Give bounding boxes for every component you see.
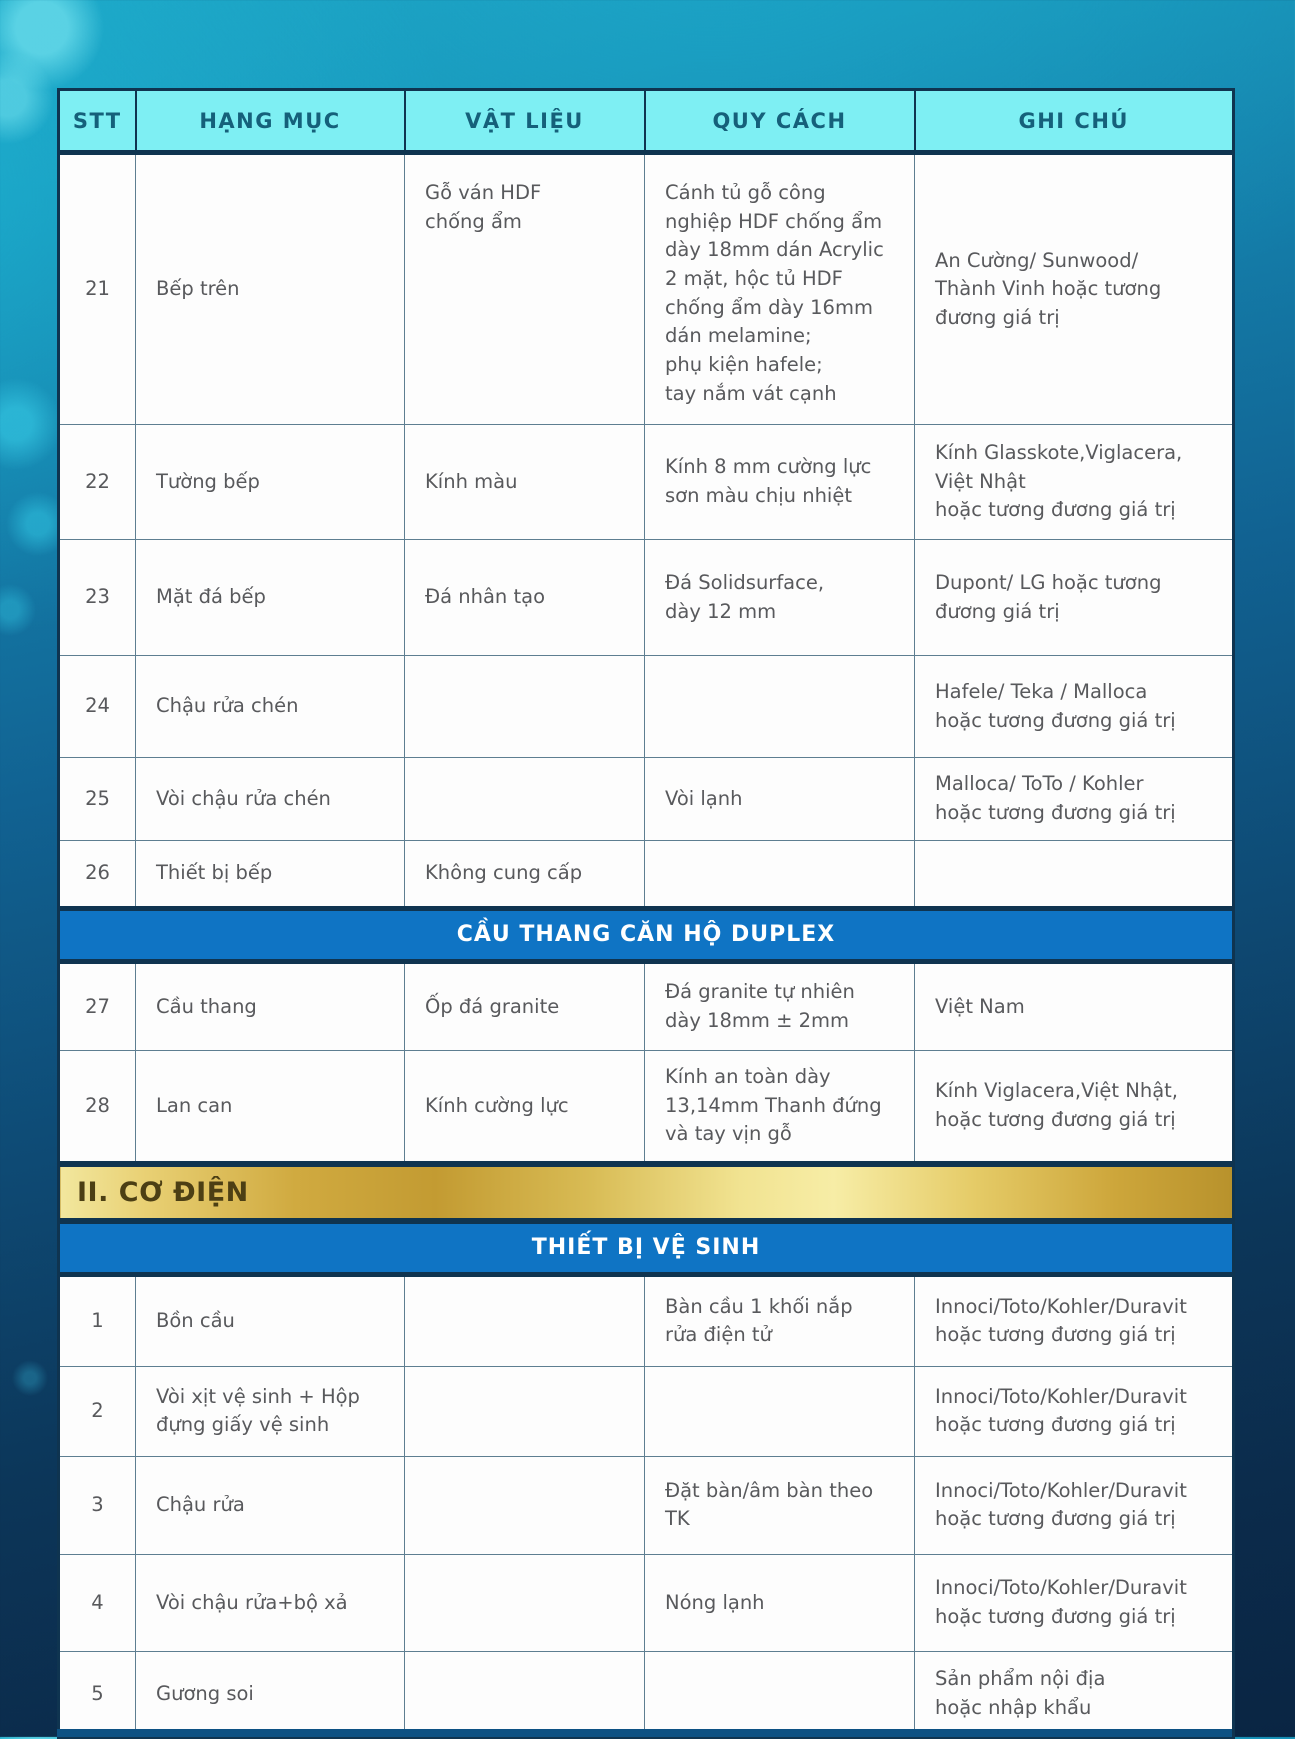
blue-banner-row bbox=[59, 909, 1234, 962]
cell-stt: 4 bbox=[59, 1554, 136, 1651]
table-body bbox=[59, 153, 1234, 1738]
column-header-quy-cach: QUY CÁCH bbox=[645, 90, 915, 153]
cell-stt: 26 bbox=[59, 841, 136, 909]
table-row bbox=[59, 1554, 1234, 1651]
cell-vat-lieu bbox=[405, 1366, 645, 1456]
cell-vat-lieu: Gỗ ván HDF chống ẩm bbox=[405, 153, 645, 425]
cell-hang-muc: Cầu thang bbox=[136, 962, 405, 1051]
cell-quy-cach: Đá Solidsurface, dày 12 mm bbox=[645, 540, 915, 656]
cell-vat-lieu bbox=[405, 1554, 645, 1651]
cell-vat-lieu bbox=[405, 1456, 645, 1554]
cell-ghi-chu: Kính Glasskote,Viglacera, Việt Nhật hoặc tương đương giá trị bbox=[915, 425, 1234, 540]
table-header bbox=[59, 90, 1234, 153]
cell-quy-cach: Kính 8 mm cường lực sơn màu chịu nhiệt bbox=[645, 425, 915, 540]
cell-stt: 22 bbox=[59, 425, 136, 540]
table-row bbox=[59, 962, 1234, 1051]
cell-hang-muc: Vòi chậu rửa chén bbox=[136, 758, 405, 841]
cell-vat-lieu: Kính màu bbox=[405, 425, 645, 540]
cell-ghi-chu: Hafele/ Teka / Malloca hoặc tương đương giá trị bbox=[915, 656, 1234, 758]
cell-ghi-chu: Innoci/Toto/Kohler/Duravit hoặc tương đương giá trị bbox=[915, 1554, 1234, 1651]
cell-hang-muc: Gương soi bbox=[136, 1651, 405, 1737]
cell-vat-lieu bbox=[405, 1651, 645, 1737]
cell-hang-muc: Bồn cầu bbox=[136, 1274, 405, 1366]
cell-hang-muc: Thiết bị bếp bbox=[136, 841, 405, 909]
cell-hang-muc: Chậu rửa bbox=[136, 1456, 405, 1554]
column-header-hang-muc: HẠNG MỤC bbox=[136, 90, 405, 153]
table-row bbox=[59, 425, 1234, 540]
cell-stt: 21 bbox=[59, 153, 136, 425]
cell-ghi-chu bbox=[915, 841, 1234, 909]
section-heading-gold: II. CƠ ĐIỆN bbox=[59, 1164, 1234, 1221]
table-row bbox=[59, 1456, 1234, 1554]
cell-ghi-chu: Sản phẩm nội địa hoặc nhập khẩu bbox=[915, 1651, 1234, 1737]
cell-ghi-chu: Innoci/Toto/Kohler/Duravit hoặc tương đương giá trị bbox=[915, 1456, 1234, 1554]
cell-ghi-chu: Innoci/Toto/Kohler/Duravit hoặc tương đương giá trị bbox=[915, 1366, 1234, 1456]
cell-stt: 24 bbox=[59, 656, 136, 758]
cell-hang-muc: Vòi xịt vệ sinh + Hộp đựng giấy vệ sinh bbox=[136, 1366, 405, 1456]
cell-quy-cach: Bàn cầu 1 khối nắp rửa điện tử bbox=[645, 1274, 915, 1366]
cell-quy-cach bbox=[645, 1366, 915, 1456]
cell-vat-lieu bbox=[405, 656, 645, 758]
cell-ghi-chu: Dupont/ LG hoặc tương đương giá trị bbox=[915, 540, 1234, 656]
cell-vat-lieu bbox=[405, 1274, 645, 1366]
subsection-banner: THIẾT BỊ VỆ SINH bbox=[59, 1221, 1234, 1275]
cell-stt: 2 bbox=[59, 1366, 136, 1456]
column-header-vat-lieu: VẬT LIỆU bbox=[405, 90, 645, 153]
cell-quy-cach: Cánh tủ gỗ công nghiệp HDF chống ẩm dày 18mm dán Acrylic 2 mặt, hộc tủ HDF chống ẩm dày 16mm dán melamine; phụ kiện hafele; tay nắm vát cạnh bbox=[645, 153, 915, 425]
cell-ghi-chu: An Cường/ Sunwood/ Thành Vinh hoặc tương đương giá trị bbox=[915, 153, 1234, 425]
table-row bbox=[59, 153, 1234, 425]
cell-stt: 3 bbox=[59, 1456, 136, 1554]
spec-table bbox=[57, 88, 1232, 1739]
table-row bbox=[59, 1274, 1234, 1366]
cell-quy-cach: Kính an toàn dày 13,14mm Thanh đứng và tay vịn gỗ bbox=[645, 1051, 915, 1164]
cell-hang-muc: Mặt đá bếp bbox=[136, 540, 405, 656]
cell-quy-cach: Đặt bàn/âm bàn theo TK bbox=[645, 1456, 915, 1554]
table-row bbox=[59, 656, 1234, 758]
cell-stt: 27 bbox=[59, 962, 136, 1051]
cell-ghi-chu: Malloca/ ToTo / Kohler hoặc tương đương giá trị bbox=[915, 758, 1234, 841]
cell-stt: 28 bbox=[59, 1051, 136, 1164]
cell-ghi-chu: Kính Viglacera,Việt Nhật, hoặc tương đương giá trị bbox=[915, 1051, 1234, 1164]
column-header-stt: STT bbox=[59, 90, 136, 153]
cell-quy-cach: Vòi lạnh bbox=[645, 758, 915, 841]
cell-quy-cach: Nóng lạnh bbox=[645, 1554, 915, 1651]
header-row bbox=[59, 90, 1234, 153]
cell-ghi-chu: Innoci/Toto/Kohler/Duravit hoặc tương đương giá trị bbox=[915, 1274, 1234, 1366]
cell-stt: 5 bbox=[59, 1651, 136, 1737]
cell-hang-muc: Lan can bbox=[136, 1051, 405, 1164]
subsection-banner: CẦU THANG CĂN HỘ DUPLEX bbox=[59, 909, 1234, 962]
cell-vat-lieu: Không cung cấp bbox=[405, 841, 645, 909]
cell-stt: 25 bbox=[59, 758, 136, 841]
next-section-strip bbox=[57, 1729, 1232, 1737]
cell-ghi-chu: Việt Nam bbox=[915, 962, 1234, 1051]
gold-banner-row bbox=[59, 1164, 1234, 1221]
table-row bbox=[59, 841, 1234, 909]
cell-quy-cach: Đá granite tự nhiên dày 18mm ± 2mm bbox=[645, 962, 915, 1051]
blue-banner-row bbox=[59, 1221, 1234, 1275]
cell-vat-lieu: Ốp đá granite bbox=[405, 962, 645, 1051]
cell-vat-lieu: Kính cường lực bbox=[405, 1051, 645, 1164]
cell-stt: 23 bbox=[59, 540, 136, 656]
table-row bbox=[59, 540, 1234, 656]
cell-hang-muc: Tường bếp bbox=[136, 425, 405, 540]
cell-vat-lieu bbox=[405, 758, 645, 841]
cell-stt: 1 bbox=[59, 1274, 136, 1366]
table-row bbox=[59, 1051, 1234, 1164]
cell-quy-cach bbox=[645, 841, 915, 909]
cell-vat-lieu: Đá nhân tạo bbox=[405, 540, 645, 656]
table-row bbox=[59, 758, 1234, 841]
cell-quy-cach bbox=[645, 1651, 915, 1737]
cell-hang-muc: Chậu rửa chén bbox=[136, 656, 405, 758]
table-row bbox=[59, 1651, 1234, 1737]
table-row bbox=[59, 1366, 1234, 1456]
cell-hang-muc: Vòi chậu rửa+bộ xả bbox=[136, 1554, 405, 1651]
cell-hang-muc: Bếp trên bbox=[136, 153, 405, 425]
materials-spec-table bbox=[57, 88, 1235, 1739]
cell-quy-cach bbox=[645, 656, 915, 758]
column-header-ghi-chu: GHI CHÚ bbox=[915, 90, 1234, 153]
